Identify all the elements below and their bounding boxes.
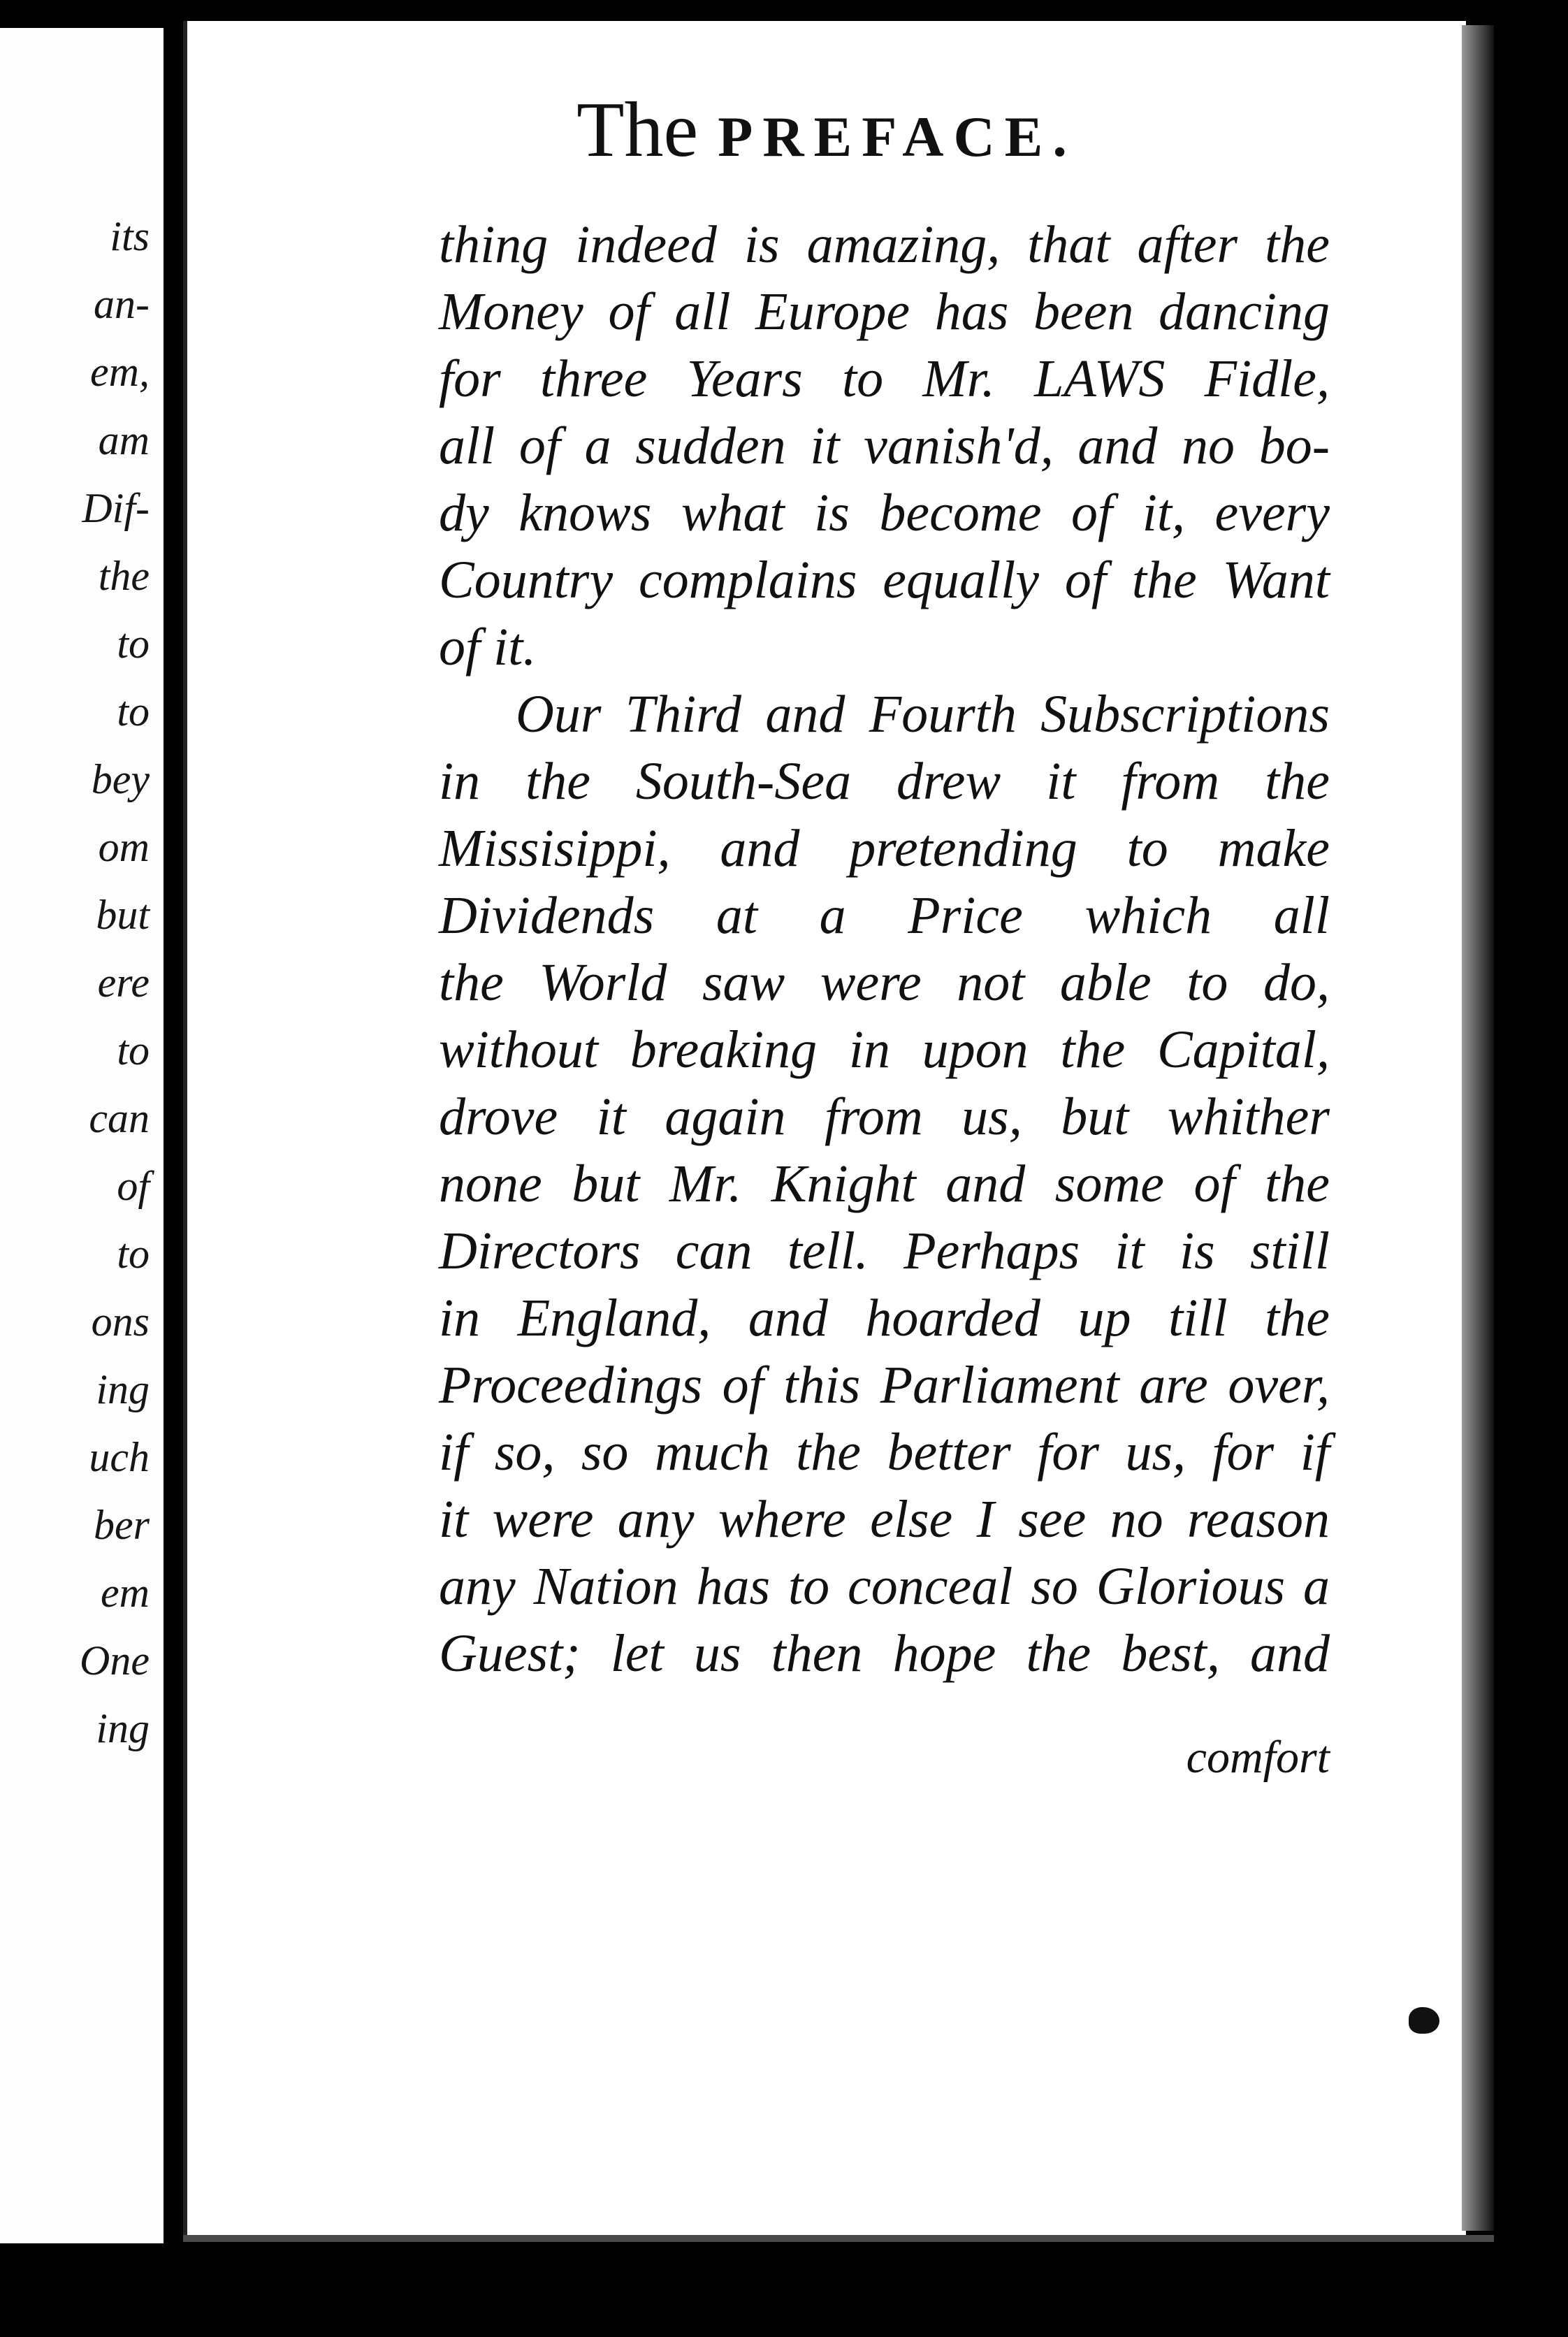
text-line: Directors can tell. Perhaps it is still bbox=[439, 1222, 1330, 1280]
left-fragment: to bbox=[117, 1027, 150, 1073]
left-page-fragment bbox=[0, 28, 164, 2243]
text-line: none but Mr. Knight and some of the bbox=[439, 1155, 1330, 1213]
left-fragment: ons bbox=[91, 1298, 150, 1345]
page-edge bbox=[1462, 25, 1494, 2231]
text-line: the World saw were not able to do, bbox=[439, 953, 1330, 1012]
left-fragment: uch bbox=[89, 1434, 150, 1480]
running-head bbox=[187, 87, 1466, 173]
page-bottom-edge bbox=[183, 2235, 1494, 2242]
left-fragment: ber bbox=[94, 1502, 150, 1548]
left-fragment: bey bbox=[91, 756, 150, 802]
text-line: in the South-Sea drew it from the bbox=[439, 752, 1330, 811]
left-fragment: its bbox=[110, 213, 150, 259]
text-line: if so, so much the better for us, for if bbox=[439, 1423, 1330, 1482]
left-fragment: the bbox=[98, 553, 150, 599]
text-line: any Nation has to conceal so Glorious a bbox=[439, 1557, 1330, 1616]
left-fragment: ing bbox=[96, 1366, 150, 1412]
left-fragment: to bbox=[117, 688, 150, 735]
text-line: without breaking in upon the Capital, bbox=[439, 1020, 1330, 1079]
text-line: dy knows what is become of it, every bbox=[439, 484, 1330, 542]
text-line: Missisippi, and pretending to make bbox=[439, 819, 1330, 878]
text-line: Money of all Europe has been dancing bbox=[439, 282, 1330, 341]
left-fragment: to bbox=[117, 621, 150, 667]
left-fragment: em, bbox=[90, 349, 150, 395]
left-fragment: an- bbox=[94, 281, 150, 327]
text-line: in England, and hoarded up till the bbox=[439, 1289, 1330, 1347]
left-fragment: am bbox=[98, 417, 150, 463]
text-line: Dividends at a Price which all bbox=[439, 886, 1330, 945]
left-fragment: can bbox=[89, 1095, 150, 1141]
left-fragment: ing bbox=[96, 1705, 150, 1751]
left-fragment: ere bbox=[97, 960, 150, 1006]
text-line: Country complains equally of the Want bbox=[439, 551, 1330, 609]
running-head-preface: PREFACE. bbox=[718, 105, 1077, 168]
catchword: comfort bbox=[1186, 1732, 1330, 1783]
running-head-the: The bbox=[576, 87, 699, 173]
left-fragment: to bbox=[117, 1231, 150, 1277]
text-line: Guest; let us then hope the best, and bbox=[439, 1624, 1330, 1683]
ink-blot bbox=[1409, 2007, 1439, 2034]
text-line: for three Years to Mr. LAWS Fidle, bbox=[439, 349, 1330, 408]
text-line: drove it again from us, but whither bbox=[439, 1087, 1330, 1146]
left-fragment: om bbox=[98, 824, 150, 870]
text-line: Our Third and Fourth Subscriptions bbox=[516, 685, 1330, 744]
left-fragment: Dif- bbox=[82, 485, 150, 531]
text-line: of it. bbox=[439, 618, 537, 676]
text-line: thing indeed is amazing, that after the bbox=[439, 215, 1330, 274]
left-fragment: One bbox=[80, 1637, 150, 1684]
left-fragment: of bbox=[117, 1163, 150, 1209]
text-line: it were any where else I see no reason bbox=[439, 1490, 1330, 1549]
text-line: all of a sudden it vanish'd, and no bo- bbox=[439, 417, 1330, 475]
text-line: Proceedings of this Parliament are over, bbox=[439, 1356, 1330, 1414]
left-fragment: but bbox=[96, 892, 150, 938]
left-fragment: em bbox=[101, 1570, 150, 1616]
book-page bbox=[183, 21, 1466, 2235]
